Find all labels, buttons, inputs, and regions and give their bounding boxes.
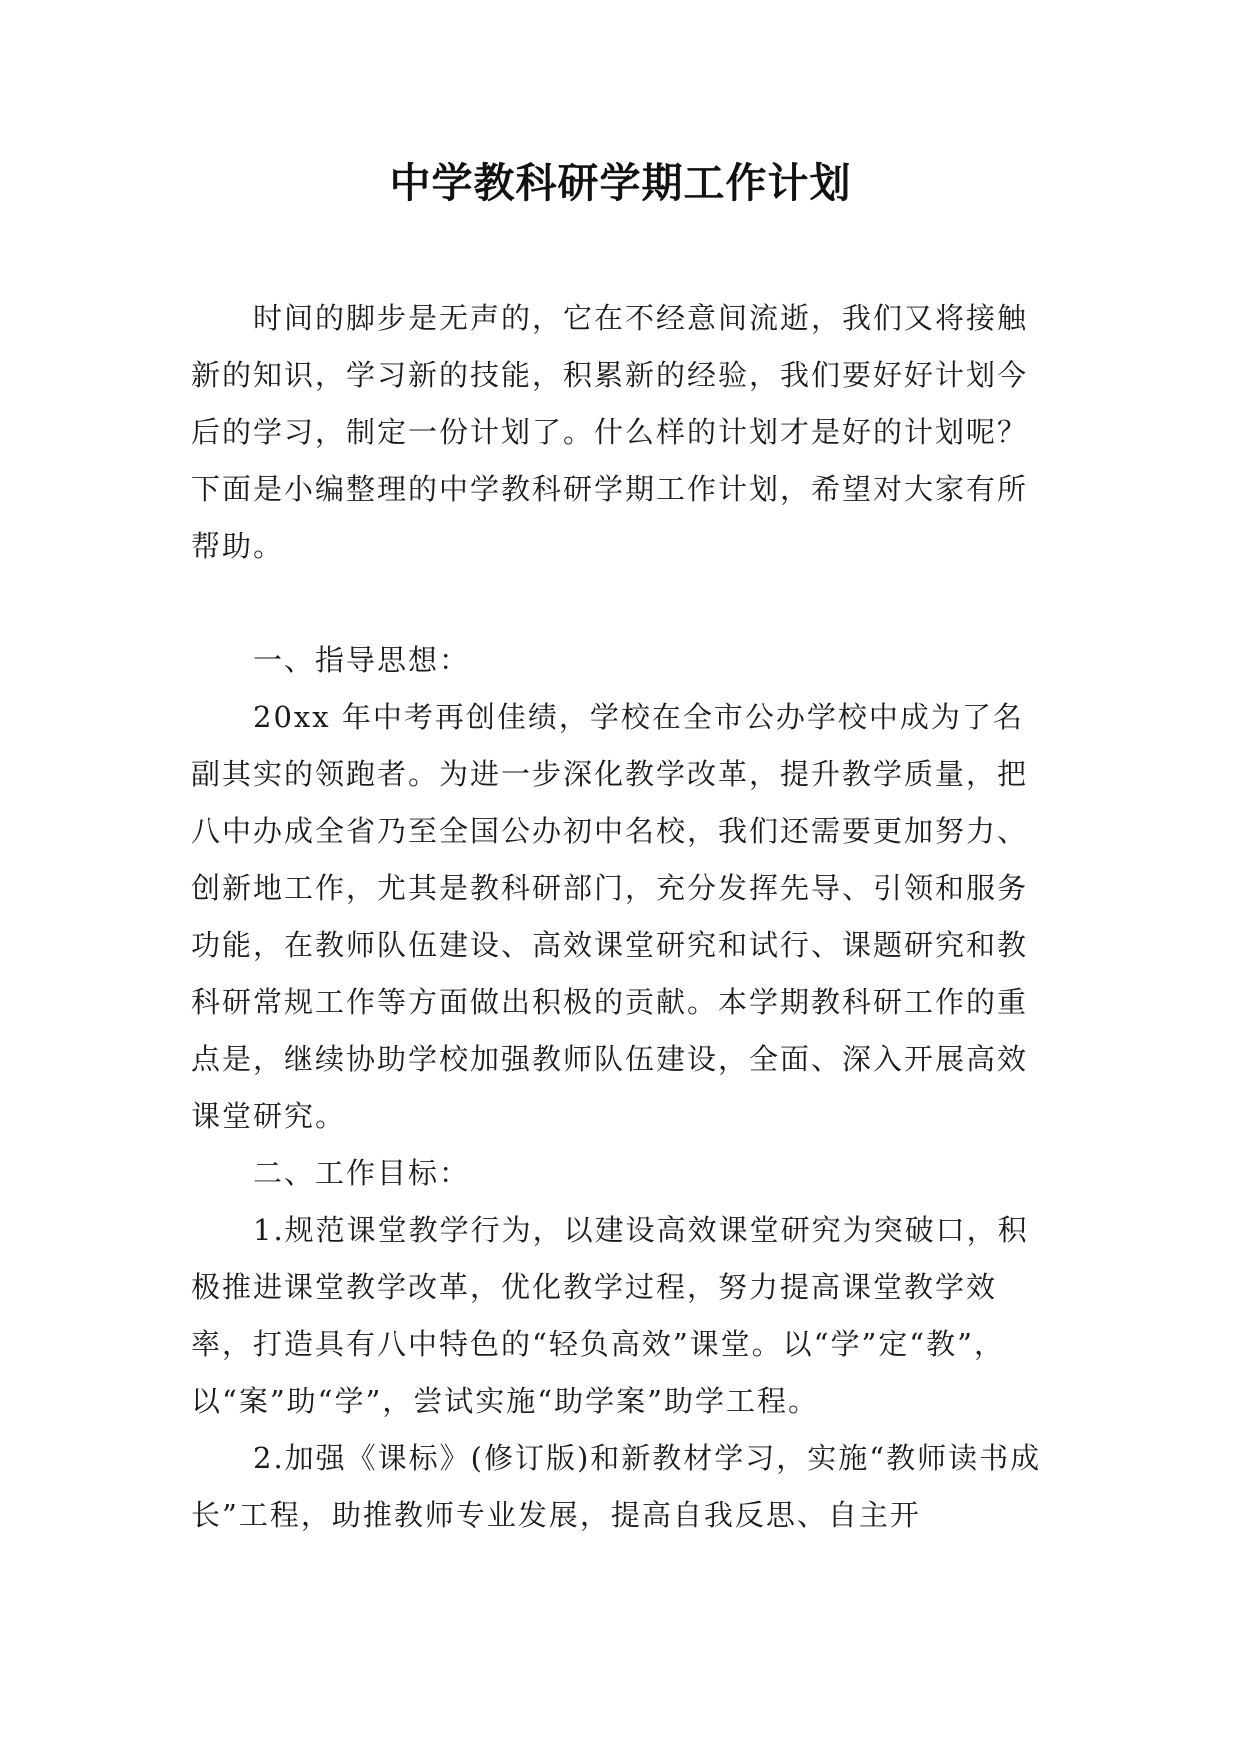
document-body [191, 290, 1051, 1544]
document-title: 中学教科研学期工作计划 [389, 159, 852, 207]
goal-item-2: 2.加强《课标》(修订版)和新教材学习，实施“教师读书成长”工程，助推教师专业发展，提高自我反思、自主开 [191, 1441, 1042, 1532]
intro-paragraph: 时间的脚步是无声的，它在不经意间流逝，我们又将接触新的知识，学习新的技能，积累新的经验，我们要好好计划今后的学习，制定一份计划了。什么样的计划才是好的计划呢？下面是小编整理的中学教科研学期工作计划，希望对大家有所帮助。 [191, 301, 1029, 563]
paragraph-spacer [191, 575, 1051, 632]
goal-item-1: 1.规范课堂教学行为，以建设高效课堂研究为突破口，积极推进课堂教学改革，优化教学过程，努力提高课堂教学效率，打造具有八中特色的“轻负高效”课堂。以“学”定“教”，以“案”助“学”，尝试实施“助学案”助学工程。 [191, 1213, 1029, 1418]
section-heading-work-goals: 二、工作目标： [253, 1156, 471, 1190]
section-body-guiding-ideology: 20xx 年中考再创佳绩，学校在全市公办学校中成为了名副其实的领跑者。为进一步深化教学改革，提升教学质量，把八中办成全省乃至全国公办初中名校，我们还需要更加努力、创新地工作，尤其是教科研部门，充分发挥先导、引领和服务功能，在教师队伍建设、高效课堂研究和试行、课题研究和教科研常规工作等方面做出积极的贡献。本学期教科研工作的重点是，继续协助学校加强教师队伍建设，全面、深入开展高效课堂研究。 [191, 700, 1029, 1133]
section-heading-guiding-ideology: 一、指导思想： [253, 643, 471, 677]
